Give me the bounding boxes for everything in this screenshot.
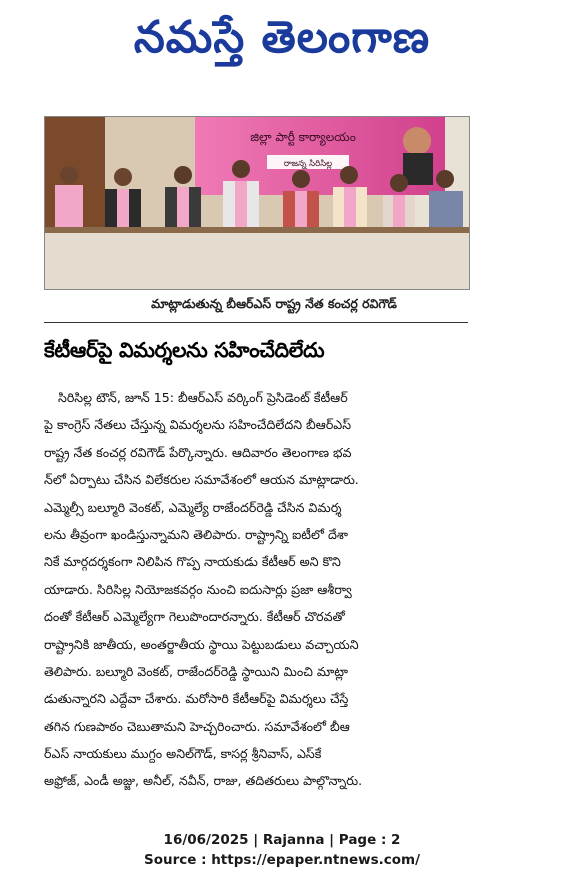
body-line: సిరిసిల్ల టౌన్, జూన్ 15: బీఆర్ఎస్ వర్కింగ్ ప్రెసిడెంట్ కేటీఆర్ <box>58 390 348 405</box>
article-headline: కేటీఆర్‌పై విమర్శలను సహించేదిలేదు <box>44 338 325 362</box>
footer-edition-info: 16/06/2025 | Rajanna | Page : 2 <box>163 832 401 848</box>
body-line: ర్ఎస్ నాయకులు ముగ్దం అనిల్‌గౌడ్, కాసర్ల శ్రీనివాస్, ఎస్‌కే <box>44 746 322 762</box>
page-footer <box>0 830 564 870</box>
body-line: తెలిపారు. బల్మూరి వెంకట్, రాజేందర్‌రెడ్డి స్థాయిని మించి మాట్లా <box>44 663 348 679</box>
article-body <box>44 384 496 795</box>
body-line: యాడారు. సిరిసిల్ల నియోజకవర్గం నుంచి ఐదుసార్లు ప్రజా ఆశీర్వా <box>44 581 352 597</box>
body-line: లను తీవ్రంగా ఖండిస్తున్నామని తెలిపారు. రాష్ట్రాన్ని ఐటీలో దేశా <box>44 526 348 542</box>
banner-text: జిల్లా పార్టీ కార్యాలయం <box>250 130 356 144</box>
body-line: ఎమ్మెల్సీ బల్మూరి వెంకట్, ఎమ్మెల్యే రాజేందర్‌రెడ్డి చేసిన విమర్శ <box>44 499 342 515</box>
masthead-title: నమస్తే తెలంగాణ <box>133 12 431 63</box>
banner-subtext: రాజన్న సిరిసిల్ల <box>283 159 333 169</box>
body-line: తగిన గుణపాఠం చెబుతామని హెచ్చరించారు. సమావేశంలో బీఆ <box>44 718 350 734</box>
footer-source-link[interactable]: Source : https://epaper.ntnews.com/ <box>143 852 421 868</box>
photo-caption: మాట్లాడుతున్న బీఆర్ఎస్ రాష్ట్ర నేత కంచర్ల రవిగౌడ్ <box>151 296 397 311</box>
newspaper-masthead <box>0 0 564 86</box>
body-line: నికే మార్గదర్శకంగా నిలిపిన గొప్ప నాయకుడు కేటీఆర్ అని కొని <box>44 554 341 570</box>
body-line: అఫ్రోజ్, ఎండీ అజ్జు, అనీల్, నవీన్, రాజు, తదితరులు పాల్గొన్నారు. <box>44 773 363 789</box>
body-line: దంతో కేటీఆర్ ఎమ్మెల్యేగా గెలుపొందారన్నారు. కేటీఆర్ చొరవతో <box>44 609 345 625</box>
body-line: డుతున్నారని ఎద్దేవా చేశారు. మరోసారి కేటీఆర్‌పై విమర్శలు చేస్తే <box>44 691 349 707</box>
body-line: పై కాంగ్రెస్ నేతలు చేస్తున్న విమర్శలను సహించేదిలేదని బీఆర్ఎస్ <box>44 417 352 433</box>
body-line: రాష్ట్ర నేత కంచర్ల రవిగౌడ్ పేర్కొన్నారు. ఆదివారం తెలంగాణ భవ <box>44 444 352 460</box>
body-line: రాష్ట్రానికి జాతీయ, అంతర్జాతీయ స్థాయి పెట్టుబడులు వచ్చాయని <box>44 636 359 652</box>
body-line: న్‌లో ఏర్పాటు చేసిన విలేకరుల సమావేశంలో ఆయన మాట్లాడారు. <box>44 472 359 488</box>
divider <box>44 322 468 323</box>
news-photo <box>44 116 470 290</box>
